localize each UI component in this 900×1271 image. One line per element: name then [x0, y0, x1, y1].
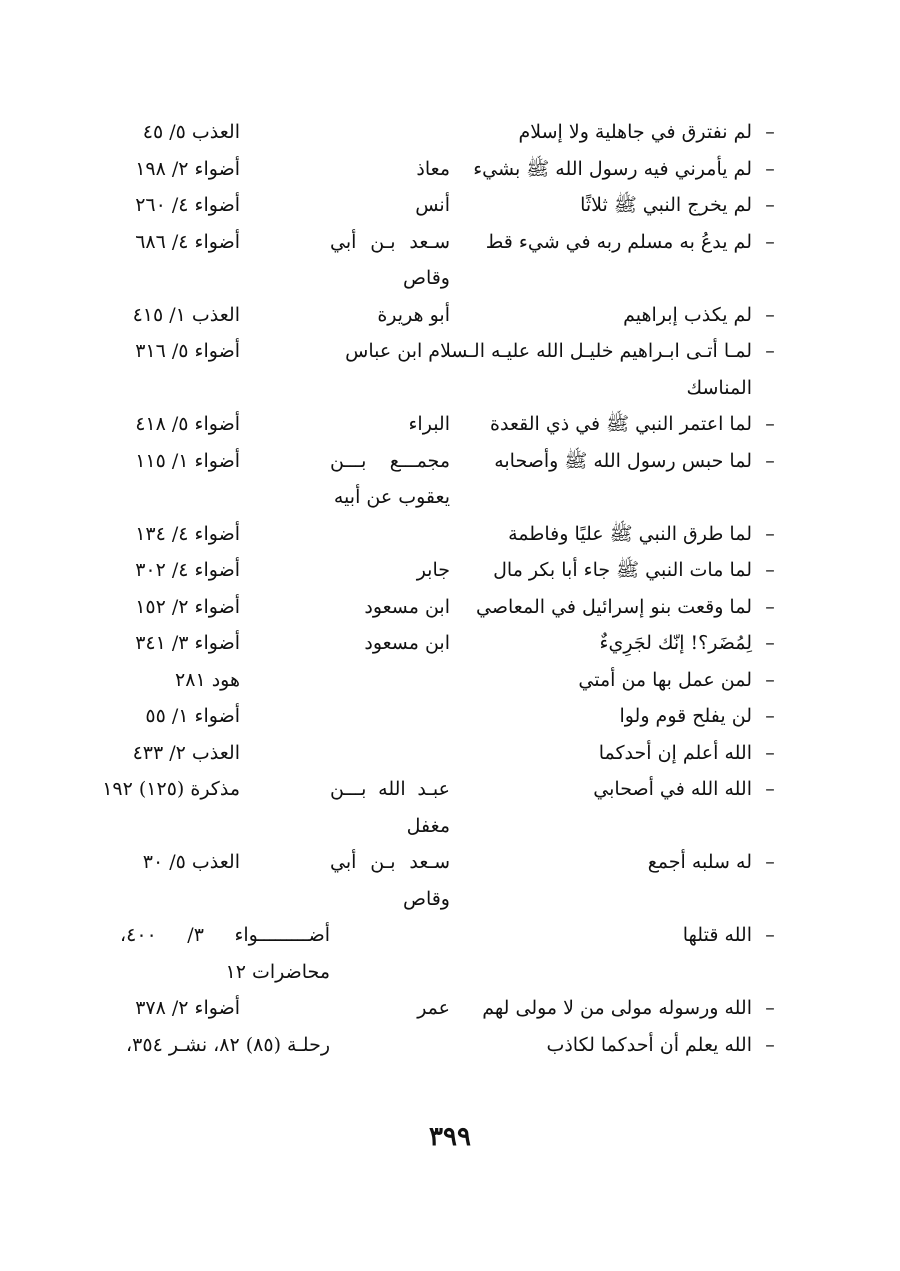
- list-item: [0, 151, 900, 188]
- reference: أضواء ١/ ٥٥: [145, 705, 240, 727]
- list-item: [0, 771, 900, 808]
- narrator: عبـد الله بـــن: [330, 778, 450, 800]
- hadith-text: لما حبس رسول الله ﷺ وأصحابه: [494, 449, 752, 472]
- bullet-dash: –: [765, 157, 775, 180]
- reference: العذب ٥/ ٣٠: [142, 851, 240, 873]
- narrator: مجمـــع بـــن: [330, 449, 450, 472]
- page-number: ٣٩٩: [429, 1122, 471, 1152]
- bullet-dash: –: [765, 230, 775, 253]
- hadith-text: لمـا أتـى ابـراهيم خليـل الله عليـه الـسلام ابن عباس: [345, 340, 752, 362]
- reference: أضواء ٤/ ٢٦٠: [135, 194, 240, 216]
- list-item-continuation: [0, 808, 900, 845]
- list-item: [0, 917, 900, 954]
- reference: أضواء ٢/ ١٩٨: [135, 157, 240, 180]
- narrator: ابن مسعود: [364, 632, 450, 654]
- list-item: [0, 443, 900, 480]
- narrator: يعقوب عن أبيه: [333, 486, 450, 508]
- bullet-dash: –: [765, 851, 775, 873]
- hadith-text: الله ورسوله مولى من لا مولى لهم: [482, 997, 752, 1019]
- list-item: [0, 589, 900, 626]
- bullet-dash: –: [765, 778, 775, 800]
- list-item-continuation: [0, 479, 900, 516]
- list-item: [0, 224, 900, 261]
- reference: أضواء ٢/ ٣٧٨: [135, 997, 240, 1019]
- reference: أضواء ٥/ ٤١٨: [135, 413, 240, 435]
- hadith-text: لم يأمرني فيه رسول الله ﷺ بشيء: [473, 157, 752, 180]
- hadith-text: لما اعتمر النبي ﷺ في ذي القعدة: [490, 413, 752, 435]
- hadith-text: لم يدعُ به مسلم ربه في شيء قط: [485, 230, 752, 253]
- hadith-text: الله أعلم إن أحدكما: [598, 741, 752, 764]
- narrator: البراء: [408, 413, 450, 435]
- bullet-dash: –: [765, 1033, 775, 1056]
- bullet-dash: –: [765, 121, 775, 143]
- hadith-text: لم يخرج النبي ﷺ ثلاثًا: [580, 194, 752, 216]
- list-item-continuation: [0, 370, 900, 407]
- bullet-dash: –: [765, 194, 775, 216]
- narrator: ابن مسعود: [364, 595, 450, 618]
- list-item: [0, 844, 900, 881]
- bullet-dash: –: [765, 559, 775, 581]
- list-item: [0, 516, 900, 553]
- list-item: [0, 297, 900, 334]
- reference: رحلـة (٨٥) ٨٢، نشـر ٣٥٤،: [126, 1033, 330, 1056]
- hadith-text: الله الله في أصحابي: [593, 778, 752, 800]
- list-item: [0, 625, 900, 662]
- list-item: [0, 1027, 900, 1064]
- reference: أضواء ٤/ ١٣٤: [135, 522, 240, 545]
- reference: العذب ٢/ ٤٣٣: [132, 741, 240, 764]
- list-item-continuation: [0, 954, 900, 991]
- bullet-dash: –: [765, 668, 775, 691]
- bullet-dash: –: [765, 449, 775, 472]
- reference: العذب ١/ ٤١٥: [132, 303, 240, 326]
- bullet-dash: –: [765, 741, 775, 764]
- reference: العذب ٥/ ٤٥: [142, 121, 240, 143]
- narrator: أبو هريرة: [377, 303, 450, 326]
- reference: مذكرة (١٢٥) ١٩٢: [102, 778, 240, 800]
- bullet-dash: –: [765, 632, 775, 654]
- hadith-index-list: [0, 114, 900, 1063]
- hadith-text: الله قتلها: [682, 924, 752, 946]
- bullet-dash: –: [765, 595, 775, 618]
- hadith-text: المناسك: [686, 376, 752, 399]
- reference: أضـــــــــواء ٣/ ٤٠٠،: [120, 924, 330, 946]
- reference: أضواء ٤/ ٦٨٦: [135, 230, 240, 253]
- list-item: [0, 552, 900, 589]
- hadith-text: الله يعلم أن أحدكما لكاذب: [546, 1033, 752, 1056]
- list-item: [0, 735, 900, 772]
- hadith-text: لِمُضَر؟! إنّك لجَرِيءٌ: [599, 632, 752, 654]
- hadith-text: لم يكذب إبراهيم: [623, 303, 752, 326]
- hadith-text: لمن عمل بها من أمتي: [578, 668, 752, 691]
- narrator: معاذ: [416, 157, 450, 180]
- hadith-text: له سلبه أجمع: [647, 851, 752, 873]
- narrator: أنس: [415, 194, 450, 216]
- reference: هود ٢٨١: [175, 668, 240, 691]
- reference: أضواء ٣/ ٣٤١: [135, 632, 240, 654]
- hadith-text: لما مات النبي ﷺ جاء أبا بكر مال: [493, 559, 752, 581]
- bullet-dash: –: [765, 705, 775, 727]
- hadith-text: لما طرق النبي ﷺ عليًا وفاطمة: [508, 522, 752, 545]
- list-item: [0, 333, 900, 370]
- list-item: [0, 114, 900, 151]
- narrator: مغفل: [406, 814, 450, 837]
- bullet-dash: –: [765, 340, 775, 362]
- reference: أضواء ٤/ ٣٠٢: [135, 559, 240, 581]
- reference: أضواء ٢/ ١٥٢: [135, 595, 240, 618]
- list-item: [0, 187, 900, 224]
- list-item-continuation: [0, 260, 900, 297]
- narrator: عمر: [417, 997, 450, 1019]
- bullet-dash: –: [765, 924, 775, 946]
- list-item: [0, 406, 900, 443]
- narrator: وقاص: [402, 887, 450, 910]
- list-item: [0, 990, 900, 1027]
- bullet-dash: –: [765, 413, 775, 435]
- narrator: سـعد بـن أبي: [330, 851, 450, 873]
- hadith-text: لن يفلح قوم ولوا: [619, 705, 752, 727]
- reference: محاضرات ١٢: [225, 960, 330, 983]
- hadith-text: لم نفترق في جاهلية ولا إسلام: [518, 121, 752, 143]
- bullet-dash: –: [765, 303, 775, 326]
- list-item-continuation: [0, 881, 900, 918]
- narrator: سـعد بـن أبي: [330, 230, 450, 253]
- bullet-dash: –: [765, 522, 775, 545]
- hadith-text: لما وقعت بنو إسرائيل في المعاصي: [476, 595, 752, 618]
- list-item: [0, 698, 900, 735]
- list-item: [0, 662, 900, 699]
- reference: أضواء ١/ ١١٥: [135, 449, 240, 472]
- narrator: جابر: [416, 559, 450, 581]
- bullet-dash: –: [765, 997, 775, 1019]
- reference: أضواء ٥/ ٣١٦: [135, 340, 240, 362]
- narrator: وقاص: [402, 267, 450, 289]
